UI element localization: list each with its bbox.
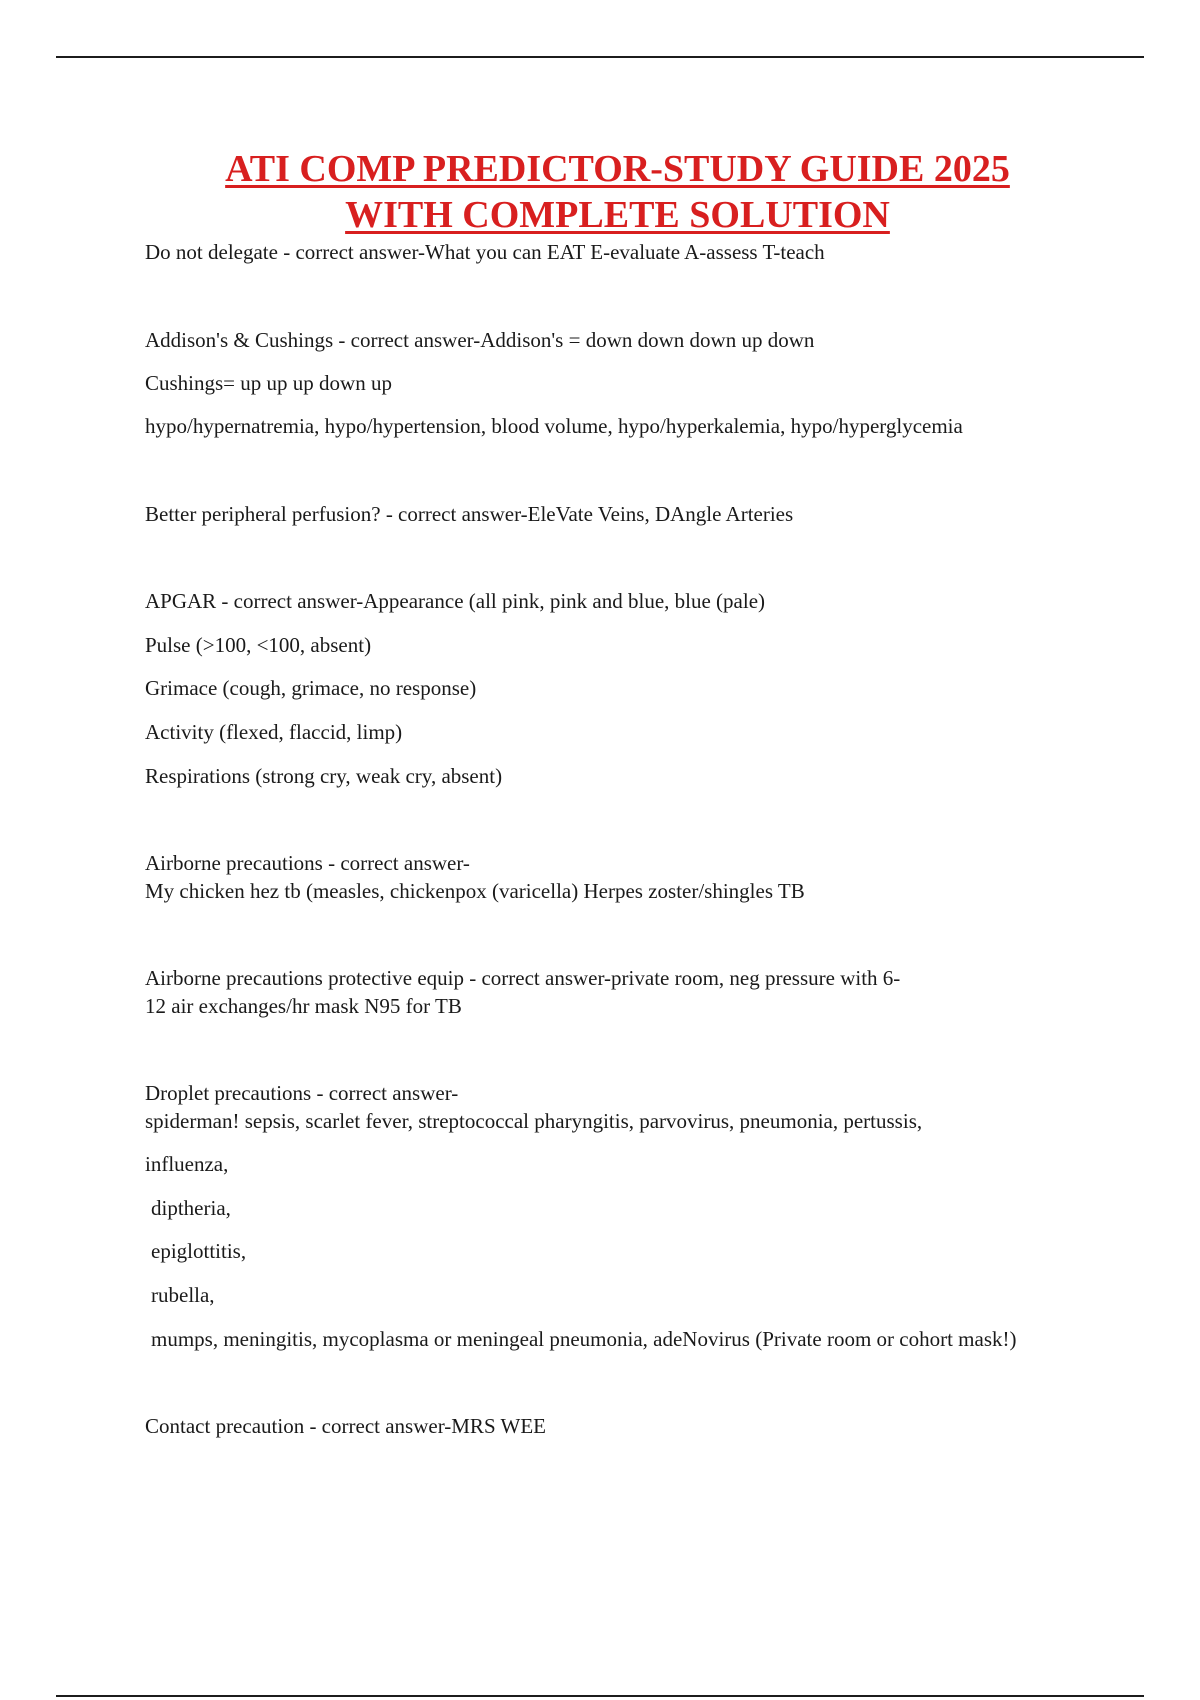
entry-apgar-grimace: Grimace (cough, grimace, no response) <box>145 676 477 700</box>
entry-droplet-rubella: rubella, <box>151 1283 215 1307</box>
header-rule <box>56 56 1144 58</box>
entry-peripheral-perfusion: Better peripheral perfusion? - correct answer-EleVate Veins, DAngle Arteries <box>145 502 794 526</box>
entry-droplet-epiglottitis: epiglottitis, <box>151 1239 247 1263</box>
entry-airborne-equipment-cont: 12 air exchanges/hr mask N95 for TB <box>145 994 462 1018</box>
entry-apgar: APGAR - correct answer-Appearance (all pink, pink and blue, blue (pale) <box>145 589 766 613</box>
entry-droplet-mnemonic: spiderman! sepsis, scarlet fever, streptococcal pharyngitis, parvovirus, pneumonia, pertussis, <box>145 1109 923 1133</box>
entry-airborne-equipment: Airborne precautions protective equip - correct answer-private room, neg pressure with 6- <box>145 966 901 990</box>
document-title-line-2: WITH COMPLETE SOLUTION <box>345 194 890 236</box>
entry-addisons-cushings: Addison's & Cushings - correct answer-Addison's = down down down up down <box>145 328 815 352</box>
entry-cushings-pattern: Cushings= up up up down up <box>145 371 392 395</box>
entry-apgar-respirations: Respirations (strong cry, weak cry, absent) <box>145 764 503 788</box>
footer-rule <box>56 1695 1144 1697</box>
entry-airborne-precautions: Airborne precautions - correct answer- <box>145 851 470 875</box>
entry-airborne-mnemonic: My chicken hez tb (measles, chickenpox (varicella) Herpes zoster/shingles TB <box>145 879 805 903</box>
entry-droplet-diptheria: diptheria, <box>151 1196 231 1220</box>
entry-droplet-precautions: Droplet precautions - correct answer- <box>145 1081 459 1105</box>
entry-droplet-influenza: influenza, <box>145 1152 229 1176</box>
entry-droplet-mumps: mumps, meningitis, mycoplasma or meningeal pneumonia, adeNovirus (Private room or cohort mask!) <box>151 1327 1017 1351</box>
document-title-line-1: ATI COMP PREDICTOR-STUDY GUIDE 2025 <box>225 148 1010 190</box>
entry-contact-precaution: Contact precaution - correct answer-MRS WEE <box>145 1414 546 1438</box>
entry-addisons-parameters: hypo/hypernatremia, hypo/hypertension, blood volume, hypo/hyperkalemia, hypo/hyperglycemia <box>145 414 963 438</box>
entry-apgar-activity: Activity (flexed, flaccid, limp) <box>145 720 403 744</box>
entry-apgar-pulse: Pulse (>100, <100, absent) <box>145 633 372 657</box>
entry-do-not-delegate: Do not delegate - correct answer-What you can EAT E-evaluate A-assess T-teach <box>145 240 825 264</box>
